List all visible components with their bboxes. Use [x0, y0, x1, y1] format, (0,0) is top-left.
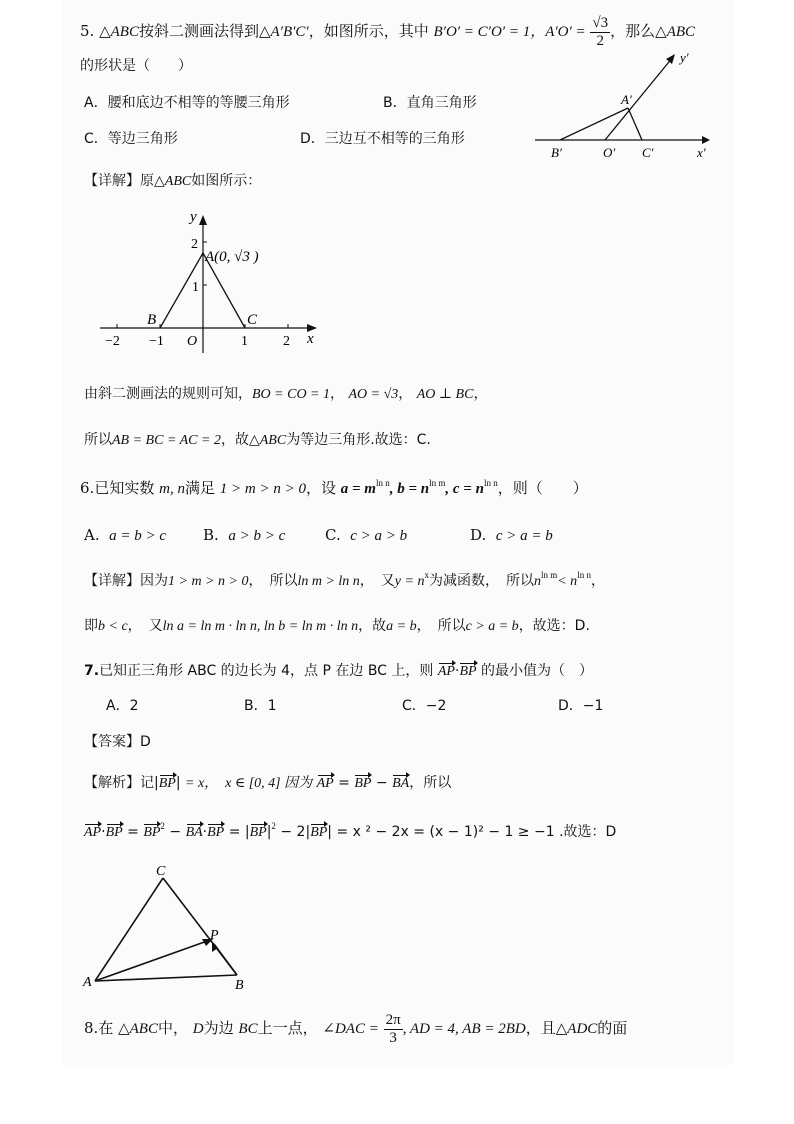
q7-option-a: A．2 [106, 698, 139, 714]
label-x: x′ [697, 145, 706, 160]
graph-tick-label-neg2: −2 [105, 334, 120, 349]
label-a: A′ [621, 92, 632, 107]
tri-label-a: A [83, 975, 92, 990]
graph-label-y2: 2 [191, 237, 198, 252]
q7-option-b: B．1 [244, 698, 277, 714]
graph-label-origin: O [187, 334, 198, 349]
q5-stem: 5. △ABC按斜二测画法得到△A′B′C′，如图所示，其中 B′O′ = C′O′ = 1，A′O′ = $\frac{√3}{2}$ ，那么△ABC [80, 15, 696, 49]
side-ab [95, 975, 237, 981]
tri-label-b: B [235, 978, 244, 993]
graph-tick-label-neg1: −1 [149, 334, 164, 349]
graph-label-a: A(0, √3 ) [205, 249, 259, 265]
q6-option-c: C. c > a > b [325, 526, 408, 544]
y-axis-line [605, 57, 673, 140]
q5-detail: 【详解】原△ABC如图所示： [84, 173, 262, 189]
label-o: O′ [603, 145, 616, 160]
q7-analysis-line2: $AP\cdot BP = BP^2 - BA\cdot BP = |BP|^2 - 2|BP| = x$ ² − 2x = (x − 1)² − 1 ≥ −1 .故选：D [84, 821, 617, 840]
label-c: C′ [642, 145, 654, 160]
q7-answer: 【答案】D [84, 734, 151, 750]
label-b: B′ [551, 145, 562, 160]
q5-oblique-figure [525, 45, 725, 165]
tri-label-c: C [156, 864, 166, 879]
q6-detail-line1: 【详解】因为1 > m > n > 0， 所以ln m > ln n， 又$y = n^x$为减函数， 所以$n^{ln m}< n^{ln n}$， [84, 570, 605, 589]
q5-option-d: D．三边互不相等的三角形 [300, 131, 465, 147]
q5-coordinate-graph [95, 205, 325, 355]
label-y: y′ [680, 50, 689, 65]
q6-stem: 6.已知实数 m, n满足 1 > m > n > 0，设 $a = m^{ln n}$, $b = n^{ln m}$, $c = n^{ln n}$，则（ ） [80, 478, 588, 497]
y-axis-arrow [666, 54, 675, 64]
q6-detail-line2: 即b < c， 又ln a = ln m · ln n, ln b = ln m · ln n，故a = b， 所以c > a = b，故选：D. [84, 618, 590, 634]
side-a-c [628, 108, 642, 140]
q5-stem-line2: 的形状是（ ） [80, 58, 192, 74]
graph-label-x: x [307, 331, 314, 347]
q5-option-b: B．直角三角形 [383, 95, 477, 111]
q8-fraction: $\frac{2\pi}{3}$ [385, 1012, 401, 1046]
vector-ap [95, 940, 210, 981]
q7-option-d: D．−1 [558, 698, 604, 714]
tri-label-p: P [210, 928, 219, 943]
q5-option-a: A．腰和底边不相等的等腰三角形 [84, 95, 290, 111]
q7-stem: 7.已知正三角形 ABC 的边长为 4，点 P 在边 BC 上，则 AP·BP 的最小值为（ ） [84, 663, 593, 679]
graph-tick-label-2: 2 [283, 334, 290, 349]
q5-conclusion: 所以AB = BC = AC = 2，故△ABC为等边三角形.故选：C. [84, 432, 431, 448]
graph-label-y1: 1 [192, 280, 199, 295]
q5-option-c: C．等边三角形 [84, 131, 178, 147]
q6-option-a: A. a = b > c [84, 526, 167, 544]
q6-option-d: D. c > a = b [470, 526, 553, 544]
x-axis-arrow [702, 136, 710, 144]
q5-rule-line: 由斜二测画法的规则可知，BO = CO = 1， AO = √3， AO ⊥ BC， [84, 386, 488, 402]
q7-analysis-line1: 【解析】记|BP| = x， x ∈ [0, 4] 因为 AP = BP − BA，所以 [84, 775, 452, 791]
graph-label-b: B [147, 312, 157, 328]
q7-triangle-figure [75, 858, 255, 993]
vector-bp [214, 944, 237, 975]
q6-option-b: B. a > b > c [203, 526, 286, 544]
side-ac [95, 878, 163, 981]
graph-label-y: y [190, 209, 197, 225]
graph-tick-label-1: 1 [241, 334, 248, 349]
q8-stem: 8.在 △ABC中， D为边 BC上一点， ∠DAC = $\frac{2\pi}{3}$ , AD = 4, AB = 2BD，且△ADC的面 [84, 1012, 628, 1046]
graph-y-arrow [199, 215, 207, 225]
q7-option-c: C．−2 [402, 698, 447, 714]
q5-fraction: $\frac{√3}{2}$ [592, 15, 609, 49]
graph-label-c: C [247, 312, 258, 328]
